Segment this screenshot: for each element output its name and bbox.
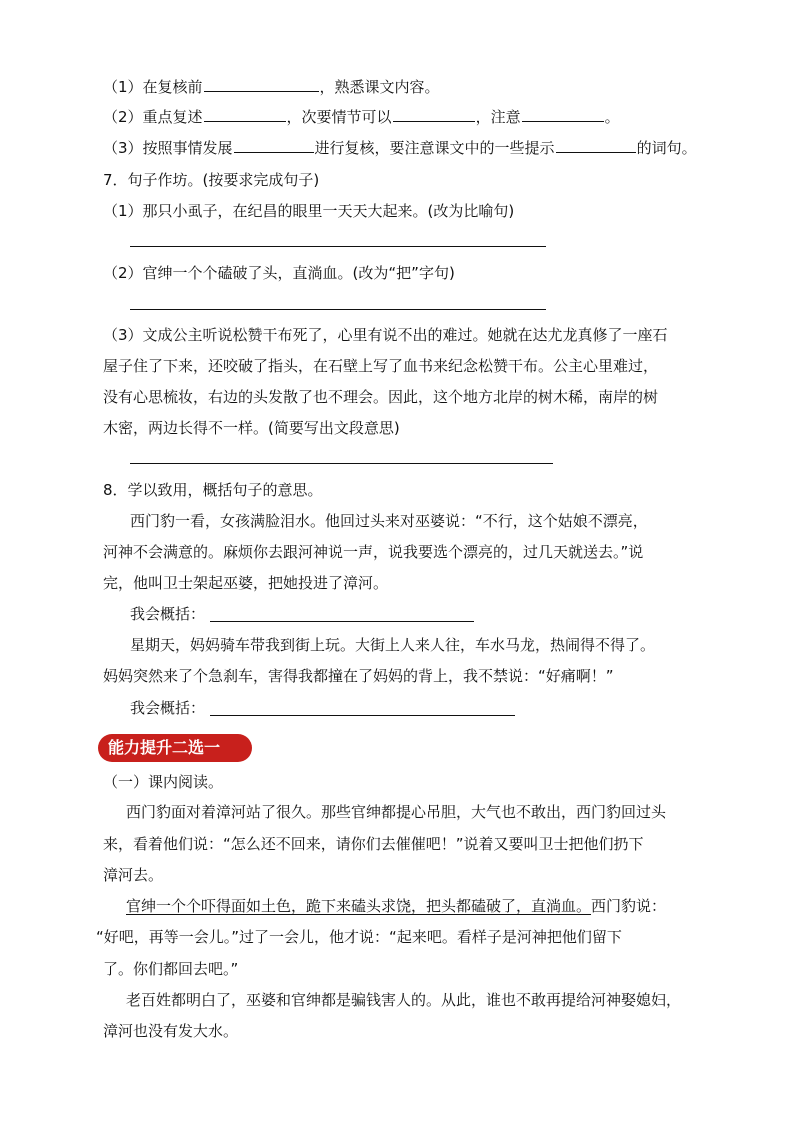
q6-line-2: [103, 106, 620, 128]
answer-blank[interactable]: [522, 106, 604, 122]
q8-title: 8．学以致用，概括句子的意思。: [103, 481, 323, 499]
q7-sub-3-line-4: 木密，两边长得不一样。(简要写出文段意思): [103, 419, 400, 437]
q7-title: 7．句子作坊。(按要求完成句子): [103, 171, 320, 189]
reading-heading: （一）课内阅读。: [103, 773, 224, 791]
reading-p1-line-3: 漳河去。: [103, 866, 164, 884]
q8-p1-line-2: 河神不会满意的。麻烦你去跟河神说一声，说我要选个漂亮的，过几天就送去。”说: [103, 543, 644, 561]
q8-p2-line-1: 星期天，妈妈骑车带我到街上玩。大街上人来人往，车水马龙，热闹得不得了。: [130, 636, 656, 654]
text: 的词句。: [636, 139, 697, 157]
reading-p2-line-3: 了。你们都回去吧。”: [103, 960, 239, 978]
text: ，注意: [475, 108, 521, 126]
reading-p3-line-1: 老百姓都明白了，巫婆和官绅都是骗钱害人的。从此，谁也不敢再提给河神娶媳妇，: [126, 991, 682, 1009]
answer-blank[interactable]: [556, 137, 636, 153]
answer-line[interactable]: [130, 309, 546, 310]
section-badge: 能力提升二选一: [98, 734, 252, 762]
answer-blank[interactable]: [393, 106, 475, 122]
q7-sub-3-line-3: 没有心思梳妆，右边的头发散了也不理会。因此，这个地方北岸的树木稀，南岸的树: [103, 388, 659, 406]
underlined-sentence: 官绅一个个吓得面如土色，跪下来磕头求饶，把头都磕破了，直淌血。: [126, 897, 592, 915]
q6-line-1: [103, 76, 440, 98]
q7-sub-2: （2）官绅一个个磕破了头，直淌血。(改为“把”字句): [103, 264, 455, 282]
answer-blank[interactable]: [234, 137, 314, 153]
reading-p3-line-2: 漳河也没有发大水。: [103, 1022, 239, 1040]
reading-p1-line-1: 西门豹面对着漳河站了很久。那些官绅都提心吊胆，大气也不敢出，西门豹回过头: [126, 803, 667, 821]
summary-label-2: 我会概括：: [130, 699, 206, 717]
reading-p2-line-2: “好吧，再等一会儿。”过了一会儿，他才说：“起来吧。看样子是河神把他们留下: [96, 928, 622, 946]
text: 进行复核，要注意课文中的一些提示: [314, 139, 555, 157]
answer-blank[interactable]: [204, 106, 286, 122]
text: 。: [604, 108, 620, 126]
answer-line[interactable]: [130, 463, 553, 464]
answer-blank[interactable]: [204, 76, 319, 92]
q8-p1-line-3: 完，他叫卫士架起巫婆，把她投进了漳河。: [103, 574, 389, 592]
q7-sub-3-line-2: 屋子住了下来，还咬破了指头，在石壁上写了血书来纪念松赞干布。公主心里难过，: [103, 357, 659, 375]
q6-line-3: [103, 137, 697, 159]
q8-p2-line-2: 妈妈突然来了个急刹车，害得我都撞在了妈妈的背上，我不禁说：“好痛啊！”: [103, 667, 614, 685]
reading-p1-line-2: 来，看着他们说：“怎么还不回来，请你们去催催吧！”说着又要叫卫士把他们扔下: [103, 835, 644, 853]
reading-p2-line-1: [126, 895, 666, 917]
q7-sub-3-line-1: （3）文成公主听说松赞干布死了，心里有说不出的难过。她就在达尤龙真修了一座石: [103, 326, 668, 344]
text: 西门豹说：: [591, 897, 667, 915]
summary-label-1: 我会概括：: [130, 605, 206, 623]
answer-line[interactable]: [130, 246, 546, 247]
text: （3）按照事情发展: [103, 139, 233, 157]
answer-line[interactable]: [210, 715, 515, 716]
text: （2）重点复述: [103, 108, 203, 126]
text: ，次要情节可以: [286, 108, 392, 126]
q7-sub-1: （1）那只小虱子，在纪昌的眼里一天天大起来。(改为比喻句): [103, 202, 515, 220]
answer-line[interactable]: [210, 621, 474, 622]
q8-p1-line-1: 西门豹一看，女孩满脸泪水。他回过头来对巫婆说：“不行，这个姑娘不漂亮，: [130, 512, 648, 530]
text: ，熟悉课文内容。: [319, 78, 440, 96]
text: （1）在复核前: [103, 78, 203, 96]
